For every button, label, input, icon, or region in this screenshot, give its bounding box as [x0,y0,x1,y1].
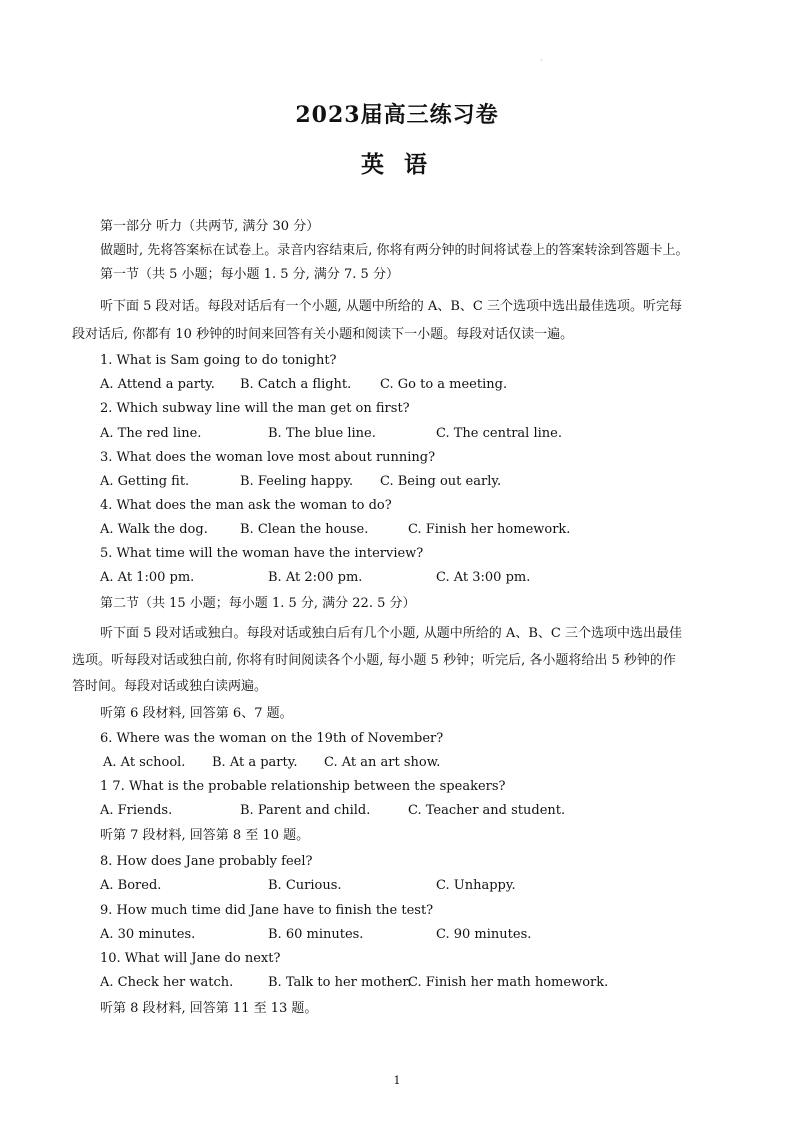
page-number: 1 [393,1074,401,1087]
option-a: A. At school. [103,755,186,770]
section2-instruction-line3: 答时间。每段对话或独白读两遍。 [72,679,268,694]
option-b: B. Clean the house. [240,522,369,537]
option-a: A. Friends. [100,803,173,818]
question-6: 6. Where was the woman on the 19th of November? [100,731,444,746]
question-9: 9. How much time did Jane have to finish the test? [100,903,434,918]
option-c: C. At 3:00 pm. [436,570,531,585]
corner-mark: · [540,56,543,65]
part1-heading: 第一部分 听力（共两节, 满分 30 分） [100,219,320,234]
option-a: A. Attend a party. [100,377,215,392]
option-b: B. Feeling happy. [240,474,354,489]
option-a: A. 30 minutes. [100,927,196,942]
section2-instruction-line1: 听下面 5 段对话或独白。每段对话或独白后有几个小题, 从题中所给的 A、B、C 三个选项中选出最佳 [100,626,682,641]
question-2: 2. Which subway line will the man get on first? [100,401,410,416]
option-c: C. Finish her homework. [408,522,571,537]
section1-instruction-line1: 听下面 5 段对话。每段对话后有一个小题, 从题中所给的 A、B、C 三个选项中选出最佳选项。听完每 [100,299,682,314]
option-b: B. At 2:00 pm. [268,570,363,585]
option-a: A. Getting fit. [100,474,190,489]
question-4: 4. What does the man ask the woman to do? [100,498,392,513]
option-b: B. The blue line. [268,426,376,441]
option-a: A. Check her watch. [100,975,234,990]
section2-instruction-line2: 选项。听每段对话或独白前, 你将有时间阅读各个小题, 每小题 5 秒钟；听完后, 各小题将给出 5 秒钟的作 [72,653,676,668]
option-b: B. Curious. [268,878,342,893]
question-7: 1 7. What is the probable relationship between the speakers? [100,779,506,794]
question-1: 1. What is Sam going to do tonight? [100,353,337,368]
option-c: C. At an art show. [324,755,441,770]
question-10: 10. What will Jane do next? [100,951,281,966]
material-8-note: 听第 8 段材料, 回答第 11 至 13 题。 [100,1001,318,1016]
question-3: 3. What does the woman love most about running? [100,450,436,465]
option-c: C. Go to a meeting. [380,377,508,392]
option-b: B. Talk to her mother. [268,975,412,990]
option-a: A. At 1:00 pm. [100,570,195,585]
option-c: C. Unhappy. [436,878,516,893]
option-a: A. Bored. [100,878,162,893]
option-b: B. 60 minutes. [268,927,364,942]
option-b: B. Catch a flight. [240,377,352,392]
option-b: B. Parent and child. [240,803,371,818]
option-c: C. Finish her math homework. [408,975,609,990]
section2-heading: 第二节（共 15 小题；每小题 1. 5 分, 满分 22. 5 分） [100,596,416,611]
subject-title: 英 语 [360,151,433,178]
option-c: C. The central line. [436,426,562,441]
option-b: B. At a party. [212,755,298,770]
option-c: C. 90 minutes. [436,927,532,942]
question-8: 8. How does Jane probably feel? [100,854,313,869]
part1-instruction: 做题时, 先将答案标在试卷上。录音内容结束后, 你将有两分钟的时间将试卷上的答案转涂到答题卡上。 [100,243,689,258]
exam-title: 2023届高三练习卷 [295,102,499,128]
option-c: C. Teacher and student. [408,803,566,818]
option-a: A. Walk the dog. [100,522,208,537]
question-5: 5. What time will the woman have the interview? [100,546,424,561]
option-c: C. Being out early. [380,474,502,489]
section1-heading: 第一节（共 5 小题；每小题 1. 5 分, 满分 7. 5 分） [100,267,399,282]
material-6-note: 听第 6 段材料, 回答第 6、7 题。 [100,706,293,721]
option-a: A. The red line. [100,426,202,441]
material-7-note: 听第 7 段材料, 回答第 8 至 10 题。 [100,828,310,843]
section1-instruction-line2: 段对话后, 你都有 10 秒钟的时间来回答有关小题和阅读下一小题。每段对话仅读一遍。 [72,327,574,342]
